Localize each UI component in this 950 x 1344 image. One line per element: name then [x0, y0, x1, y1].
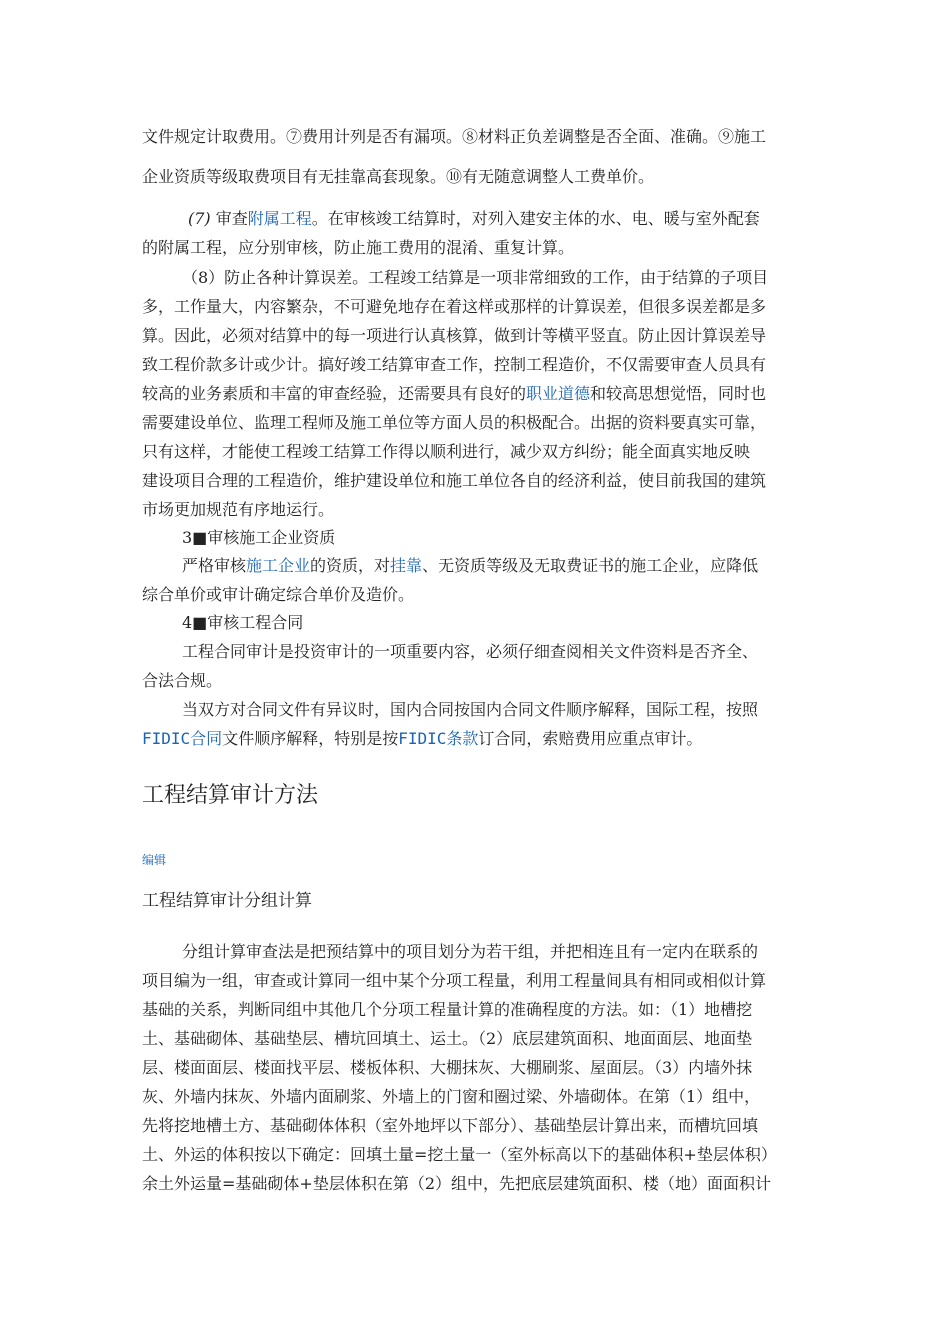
paragraph-line: 综合单价或审计确定综合单价及造价。: [142, 585, 415, 604]
paragraph-line: 土、外运的体积按以下确定：回填土量=挖土量一（室外标高以下的基础体积+垫层体积）: [142, 1145, 777, 1164]
paragraph-7-line-1: (7) 审查附属工程。在审核竣工结算时，对列入建安主体的水、电、暖与室外配套: [188, 209, 760, 228]
paragraph-line: 较高的业务素质和丰富的审查经验，还需要具有良好的职业道德和较高思想觉悟，同时也: [142, 384, 767, 403]
paragraph-line: 算。因此，必须对结算中的每一项进行认真核算，做到计等横平竖直。防止因计算误差导: [142, 326, 767, 345]
link-guakao[interactable]: 挂靠: [390, 556, 423, 575]
paragraph-line: 只有这样，才能使工程竣工结算工作得以顺利进行，减少双方纠纷；能全面真实地反映: [142, 442, 751, 461]
paragraph-line: FIDIC合同文件顺序解释，特别是按FIDIC条款订合同，索赔费用应重点审计。: [142, 729, 703, 748]
paragraph-line: 严格审核施工企业的资质，对挂靠、无资质等级及无取费证书的施工企业，应降低: [182, 556, 759, 575]
paragraph-8-line-1: （8）防止各种计算误差。工程竣工结算是一项非常细致的工作，由于结算的子项目: [182, 268, 769, 287]
paragraph-line: 先将挖地槽土方、基础砌体体积（室外地坪以下部分）、基础垫层计算出来，而槽坑回填: [142, 1116, 759, 1135]
paragraph-line: 当双方对合同文件有异议时，国内合同按国内合同文件顺序解释，国际工程，按照: [182, 700, 759, 719]
section-4-heading: 4■审核工程合同: [182, 613, 304, 632]
paragraph-line: 的附属工程，应分别审核，防止施工费用的混淆、重复计算。: [142, 238, 575, 257]
paragraph-line: 文件规定计取费用。⑦费用计列是否有漏项。⑧材料正负差调整是否全面、准确。⑨施工: [142, 127, 767, 146]
paragraph-line: 分组计算审查法是把预结算中的项目划分为若干组，并把相连且有一定内在联系的: [182, 942, 759, 961]
subsection-title: 工程结算审计分组计算: [142, 891, 312, 911]
paragraph-line: 需要建设单位、监理工程师及施工单位等方面人员的积极配合。出据的资料要真实可靠，: [142, 413, 767, 432]
paragraph-line: 企业资质等级取费项目有无挂靠高套现象。⑩有无随意调整人工费单价。: [142, 167, 655, 186]
paragraph-line: 市场更加规范有序地运行。: [142, 500, 335, 519]
paragraph-line: 余土外运量=基础砌体+垫层体积在第（2）组中，先把底层建筑面积、楼（地）面面积计: [142, 1174, 771, 1193]
link-fidic-hetong[interactable]: FIDIC合同: [142, 729, 223, 748]
link-fidic-tiaokuan[interactable]: FIDIC条款: [398, 729, 479, 748]
paragraph-line: 合法合规。: [142, 671, 223, 690]
link-fushu-gongcheng[interactable]: 附属工程: [247, 209, 312, 228]
paragraph-line: 土、基础砌体、基础垫层、槽坑回填土、运土。（2）底层建筑面积、地面面层、地面垫: [142, 1029, 753, 1048]
paragraph-line: 灰、外墙内抹灰、外墙内面刷浆、外墙上的门窗和圈过梁、外墙砌体。在第（1）组中，: [142, 1087, 761, 1106]
paragraph-line: 基础的关系，判断同组中其他几个分项工程量计算的准确程度的方法。如：（1）地槽挖: [142, 1000, 753, 1019]
paragraph-line: 多，工作量大，内容繁杂，不可避免地存在着这样或那样的计算误差，但很多误差都是多: [142, 297, 767, 316]
link-zhiye-daode[interactable]: 职业道德: [526, 384, 591, 403]
link-shigong-qiye[interactable]: 施工企业: [246, 556, 311, 575]
paragraph-line: 建设项目合理的工程造价，维护建设单位和施工单位各自的经济利益，使目前我国的建筑: [142, 471, 767, 490]
paragraph-line: 层、楼面面层、楼面找平层、楼板体积、大棚抹灰、大棚刷浆、屋面层。（3）内墙外抹: [142, 1058, 753, 1077]
section-3-heading: 3■审核施工企业资质: [182, 528, 336, 547]
section-title: 工程结算审计方法: [142, 783, 319, 808]
item-number: (7): [188, 209, 211, 228]
paragraph-line: 工程合同审计是投资审计的一项重要内容，必须仔细查阅相关文件资料是否齐全、: [182, 642, 759, 661]
paragraph-line: 项目编为一组，审查或计算同一组中某个分项工程量，利用工程量间具有相同或相似计算: [142, 971, 767, 990]
edit-link[interactable]: 编辑: [142, 853, 167, 867]
paragraph-line: 致工程价款多计或少计。搞好竣工结算审查工作，控制工程造价，不仅需要审查人员具有: [142, 355, 767, 374]
